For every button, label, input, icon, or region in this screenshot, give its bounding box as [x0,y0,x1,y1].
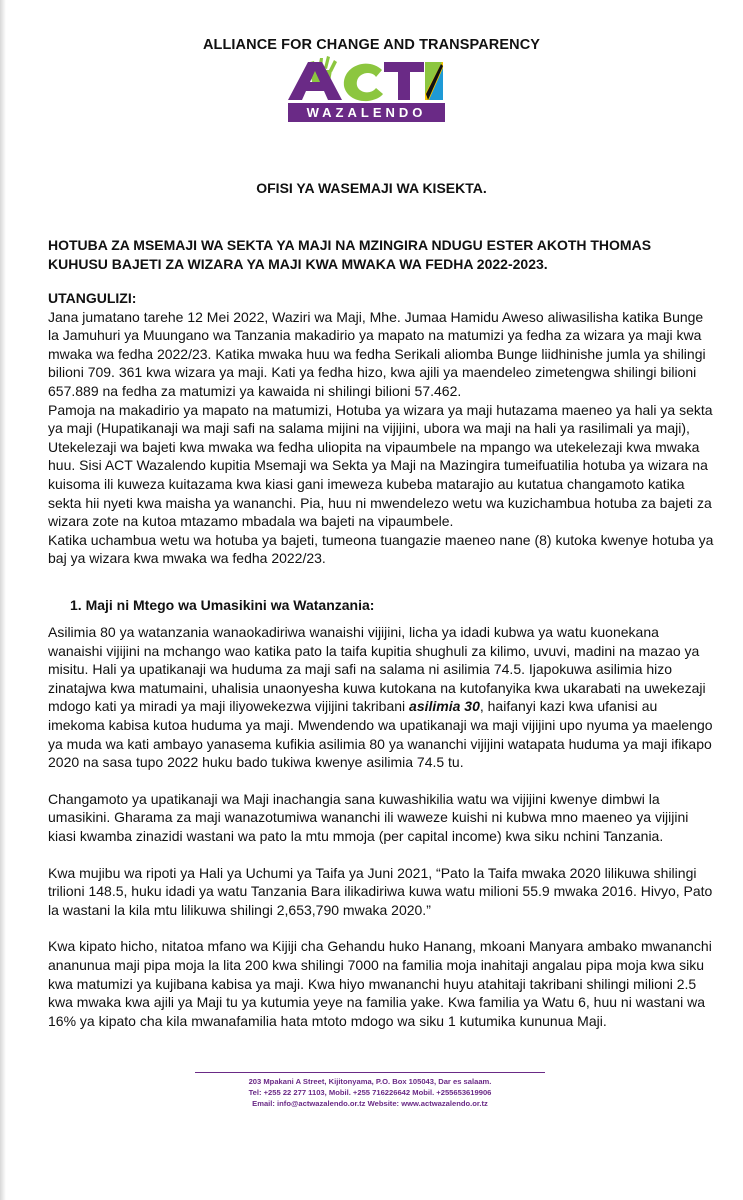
intro-paragraph-3: Katika uchambua wetu wa hotuba ya bajeti, tumeona tuangazie maeneo nane (8) kutoka kwenye hotuba ya baj ya wizara kwa mwaka wa fedha 2022/23. [48,531,714,567]
tanzania-flag-icon [425,62,443,100]
emphasis-asilimia-30: asilimia 30 [409,698,480,715]
logo-letter-c [344,64,383,101]
speech-title-line-1: HOTUBA ZA MSEMAJI WA SEKTA YA MAJI NA MZINGIRA NDUGU ESTER AKOTH THOMAS [48,237,652,253]
letterhead-footer [195,1072,545,1109]
paragraph-1-text-b: , haifanyi kazi kwa ufanisi au imekoma kabisa kutoa huduma ya maji. Mwendendo wa upatikanaji wa maji vijijini upo nyuma ya maelengo ya muda wa kati ambayo yanasema kufikia asilimia 80 ya wananchi vijijini watapata huduma ya maji ifikapo 2020 na sasa tupo 2022 huku bado tukiwa kwenye asilimia 74.5 tu. [48,698,713,771]
logo-letter-t [384,62,424,100]
intro-section [48,289,716,568]
footer-address: 203 Mpakani A Street, Kijitonyama, P.O. Box 105043, Dar es salaam. [248,1077,492,1086]
footer-contacts [195,1098,545,1109]
intro-paragraph-2: Pamoja na makadirio ya mapato na matumizi, Hotuba ya wizara ya maji hutazama maeneo ya hali ya sekta ya maji (Hupatikanaji wa maji safi na salama mijini na vijijini, ubora wa maji na hali ya rasilimali ya maji), Utekelezaji wa bajeti kwa mwaka wa fedha uliopita na vipaumbele na mpango wa utekelezaji kwa mwaka huu. Sisi ACT Wazalendo kupitia Msemaji wa Sekta ya Maji na Mazingira tumeifuatilia hotuba ya wizara na kuisoma ili kuweza kuitazama kwa kiasi gani imeweza kubeba matarajio au kutatua changamoto katika sekta hii nyeti kwa maisha ya wananchi. Pia, huu ni mwendelezo wetu wa kuzichambua hotuba za bajeti za wizara zote na kutoa mtazamo mbadala wa bajeti na vipaumbele. [48,401,713,530]
section-1-body [48,623,716,1030]
footer-website[interactable]: www.actwazalendo.or.tz [401,1099,488,1108]
office-title: OFISI YA WASEMAJI WA KISEKTA. [256,180,487,196]
speech-title-line-2: KUHUSU BAJETI ZA WIZARA YA MAJI KWA MWAKA WA FEDHA 2022-2023. [48,256,548,272]
section-1-paragraph-1 [48,623,716,772]
org-name: ALLIANCE FOR CHANGE AND TRANSPARENCY [202,37,541,53]
section-1-paragraph-3: Kwa mujibu wa ripoti ya Hali ya Uchumi ya Taifa ya Juni 2021, “Pato la Taifa mwaka 2020 lilikuwa shilingi trilioni 148.5, huku idadi ya watu Tanzania Bara ilikadiriwa kuwa watu milioni 55.9 mwaka 2016. Hivyo, Pato la wastani la kila mtu lilikuwa shilingi 2,653,790 mwaka 2020.” [48,864,713,918]
section-1-heading [70,596,738,615]
footer-email-label: Email: [252,1099,278,1108]
intro-heading: UTANGULIZI: [48,290,137,306]
act-wazalendo-logo [286,56,448,126]
footer-phones: Tel: +255 22 277 1103, Mobil. +255 716226642 Mobil. +255653619906 [248,1088,492,1097]
section-1-title: 1. Maji ni Mtego wa Umasikini wa Watanzania: [70,597,375,613]
footer-website-label: Website: [365,1099,402,1108]
paragraph-1-text-a: Asilimia 80 ya watanzania wanaokadiriwa wanaishi vijijini, licha ya idadi kubwa ya watu kuonekana wanaishi vijijini na mchango wao katika pato la taifa kupitia shughuli za kilimo, uvuvi, madini na mazao ya misitu. Hali ya upatikanaji wa huduma za maji safi na salama ni asilimia 74.5. Ijapokuwa asilimia hizo zinatajwa kwa matumaini, uhalisia unaonyesha kuwa kutokana na kutofanyika kwa ukarabati na uwekezaji mdogo kati ya miradi ya maji iliyowekezwa vijijini takribani [48,624,706,715]
speech-title [48,236,708,274]
section-1-paragraph-2: Changamoto ya upatikanaji wa Maji inachangia sana kuwashikilia watu wa vijijini kwenye dimbwi la umasikini. Gharama za maji wanazotumiwa wananchi ili waweze kuishi ni kubwa mno maeneo ya vijijini kiasi kwamba zinazidi wastani wa pato la mtu mmoja (per capital income) kwa siku nchini Tanzania. [48,790,689,844]
intro-paragraph-1: Jana jumatano tarehe 12 Mei 2022, Waziri wa Maji, Mhe. Jumaa Hamidu Aweso aliwasilisha katika Bunge la Jamuhuri ya Muungano wa Tanzania makadirio ya mapato na matumizi ya fedha za wizara ya maji kwa mwaka wa fedha 2022/23. Katika mwaka huu wa fedha Serikali aliomba Bunge liidhinishe jumla ya shilingi bilioni 709. 361 kwa wizara ya maji. Kati ya fedha hizo, kwa ajili ya maendeleo zimetengwa shilingi bilioni 657.889 na fedha za matumizi ya kawaida ni shilingi bilioni 57.462. [48,308,706,399]
footer-divider [195,1072,545,1073]
logo-subtitle: WAZALENDO [306,105,427,120]
section-1-paragraph-4: Kwa kipato hicho, nitatoa mfano wa Kijiji cha Gehandu huko Hanang, mkoani Manyara ambako mwananchi ananunua maji pipa moja la lita 200 kwa shilingi 7000 na familia moja inahitaji angalau pipa moja kwa siku kwa matumizi ya kujibana kabisa ya maji. Kwa hiyo mwananchi huyu atahitaji takribani shilingi milioni 2.5 kwa mwaka kwa ajili ya Maji tu ya kutumia yeye na familia yake. Kwa familia ya Watu 6, huu ni wastani wa 16% ya kipato cha kila mwanafamilia hata mtoto mdogo wa siku 1 kutumika kununua Maji. [48,938,712,1029]
footer-email-link[interactable]: info@actwazalendo.or.tz [277,1099,366,1108]
